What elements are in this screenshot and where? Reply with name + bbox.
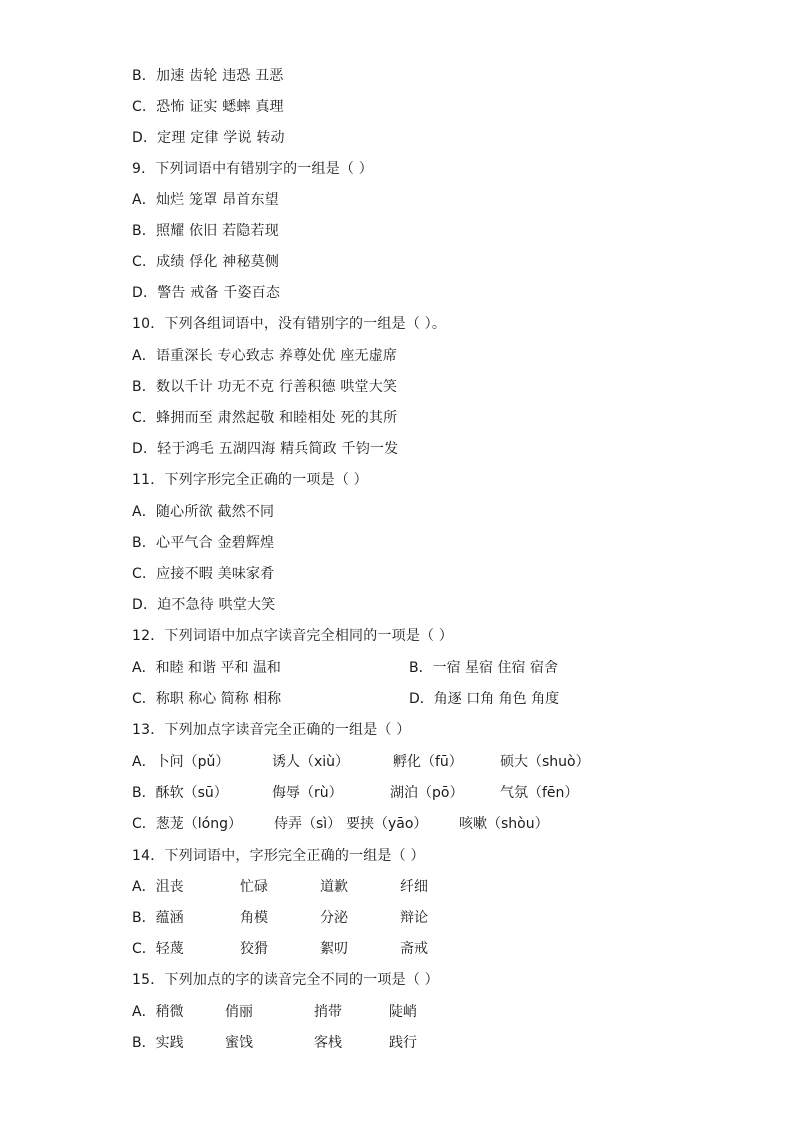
question-13: 13．下列加点字读音完全正确的一组是（ ）	[132, 722, 411, 738]
q14-a-1: A．沮丧	[132, 879, 184, 895]
q13-b-1: B．酥软（sū）	[132, 785, 228, 801]
q14-c-2: 狡猾	[240, 941, 268, 957]
q14-b-2: 角模	[240, 910, 268, 926]
q15-a-1: A．稍微	[132, 1004, 184, 1020]
q14-a-2: 忙碌	[240, 879, 268, 895]
q15-a-3: 捎带	[314, 1004, 342, 1020]
q10-option-c: C．蜂拥而至 肃然起敬 和睦相处 死的其所	[132, 410, 398, 426]
q14-b-3: 分泌	[320, 910, 348, 926]
q9-option-c: C．成绩 俘化 神秘莫侧	[132, 254, 280, 270]
q15-a-4: 陡峭	[389, 1004, 417, 1020]
q14-b-4: 辩论	[400, 910, 428, 926]
q8-option-b: B．加速 齿轮 违恐 丑恶	[132, 68, 284, 84]
q12-option-d: D．角逐 口角 角色 角度	[409, 691, 560, 707]
question-15: 15．下列加点的字的读音完全不同的一项是（ ）	[132, 972, 439, 988]
q8-option-c: C．恐怖 证实 蟋蟀 真理	[132, 99, 284, 115]
q10-option-b: B．数以千计 功无不克 行善积德 哄堂大笑	[132, 379, 398, 395]
q12-option-a: A．和睦 和谐 平和 温和	[132, 660, 281, 676]
q13-a-4: 硕大（shuò）	[500, 754, 590, 770]
q9-option-a: A．灿烂 笼罩 昂首东望	[132, 192, 279, 208]
q9-option-d: D．警告 戒备 千姿百态	[132, 285, 281, 301]
question-10: 10．下列各组词语中，没有错别字的一组是（ ）。	[132, 316, 447, 332]
q14-a-3: 道歉	[320, 879, 348, 895]
q13-b-3: 湖泊（pō）	[390, 785, 464, 801]
q13-c-1: C．葱茏（lóng）	[132, 816, 242, 832]
q12-option-c: C．称职 称心 简称 相称	[132, 691, 282, 707]
q15-b-2: 蜜饯	[225, 1035, 253, 1051]
q13-a-1: A．卜问（pǔ）	[132, 754, 230, 770]
q8-option-d: D．定理 定律 学说 转动	[132, 130, 285, 146]
q15-b-4: 践行	[389, 1035, 417, 1051]
q15-b-3: 客栈	[314, 1035, 342, 1051]
q10-option-d: D．轻于鸿毛 五湖四海 精兵简政 千钧一发	[132, 441, 399, 457]
q13-b-4: 气氛（fēn）	[500, 785, 579, 801]
q13-c-3: 要挟（yāo）	[346, 816, 428, 832]
q9-option-b: B．照耀 依旧 若隐若现	[132, 223, 279, 239]
q11-option-a: A．随心所欲 截然不同	[132, 504, 275, 520]
q14-c-3: 絮叨	[320, 941, 348, 957]
q13-a-2: 诱人（xiù）	[272, 754, 350, 770]
q13-b-2: 侮辱（rù）	[272, 785, 343, 801]
q14-c-1: C．轻蔑	[132, 941, 184, 957]
q11-option-c: C．应接不暇 美味家肴	[132, 566, 275, 582]
q13-c-4: 咳嗽（shòu）	[459, 816, 549, 832]
q13-c-2: 侍弄（sì）	[274, 816, 342, 832]
q14-b-1: B．蕴涵	[132, 910, 184, 926]
question-11: 11．下列字形完全正确的一项是（ ）	[132, 472, 368, 488]
q12-option-b: B．一宿 星宿 住宿 宿舍	[409, 660, 558, 676]
q15-b-1: B．实践	[132, 1035, 184, 1051]
q11-option-b: B．心平气合 金碧辉煌	[132, 535, 275, 551]
q15-a-2: 俏丽	[225, 1004, 253, 1020]
q14-a-4: 纤细	[400, 879, 428, 895]
q11-option-d: D．迫不急待 哄堂大笑	[132, 597, 276, 613]
q10-option-a: A．语重深长 专心致志 养尊处优 座无虚席	[132, 348, 398, 364]
question-14: 14．下列词语中，字形完全正确的一组是（ ）	[132, 848, 425, 864]
q13-a-3: 孵化（fū）	[393, 754, 463, 770]
question-9: 9．下列词语中有错别字的一组是（ ）	[132, 161, 373, 177]
question-12: 12．下列词语中加点字读音完全相同的一项是（ ）	[132, 628, 454, 644]
q14-c-4: 斋戒	[400, 941, 428, 957]
